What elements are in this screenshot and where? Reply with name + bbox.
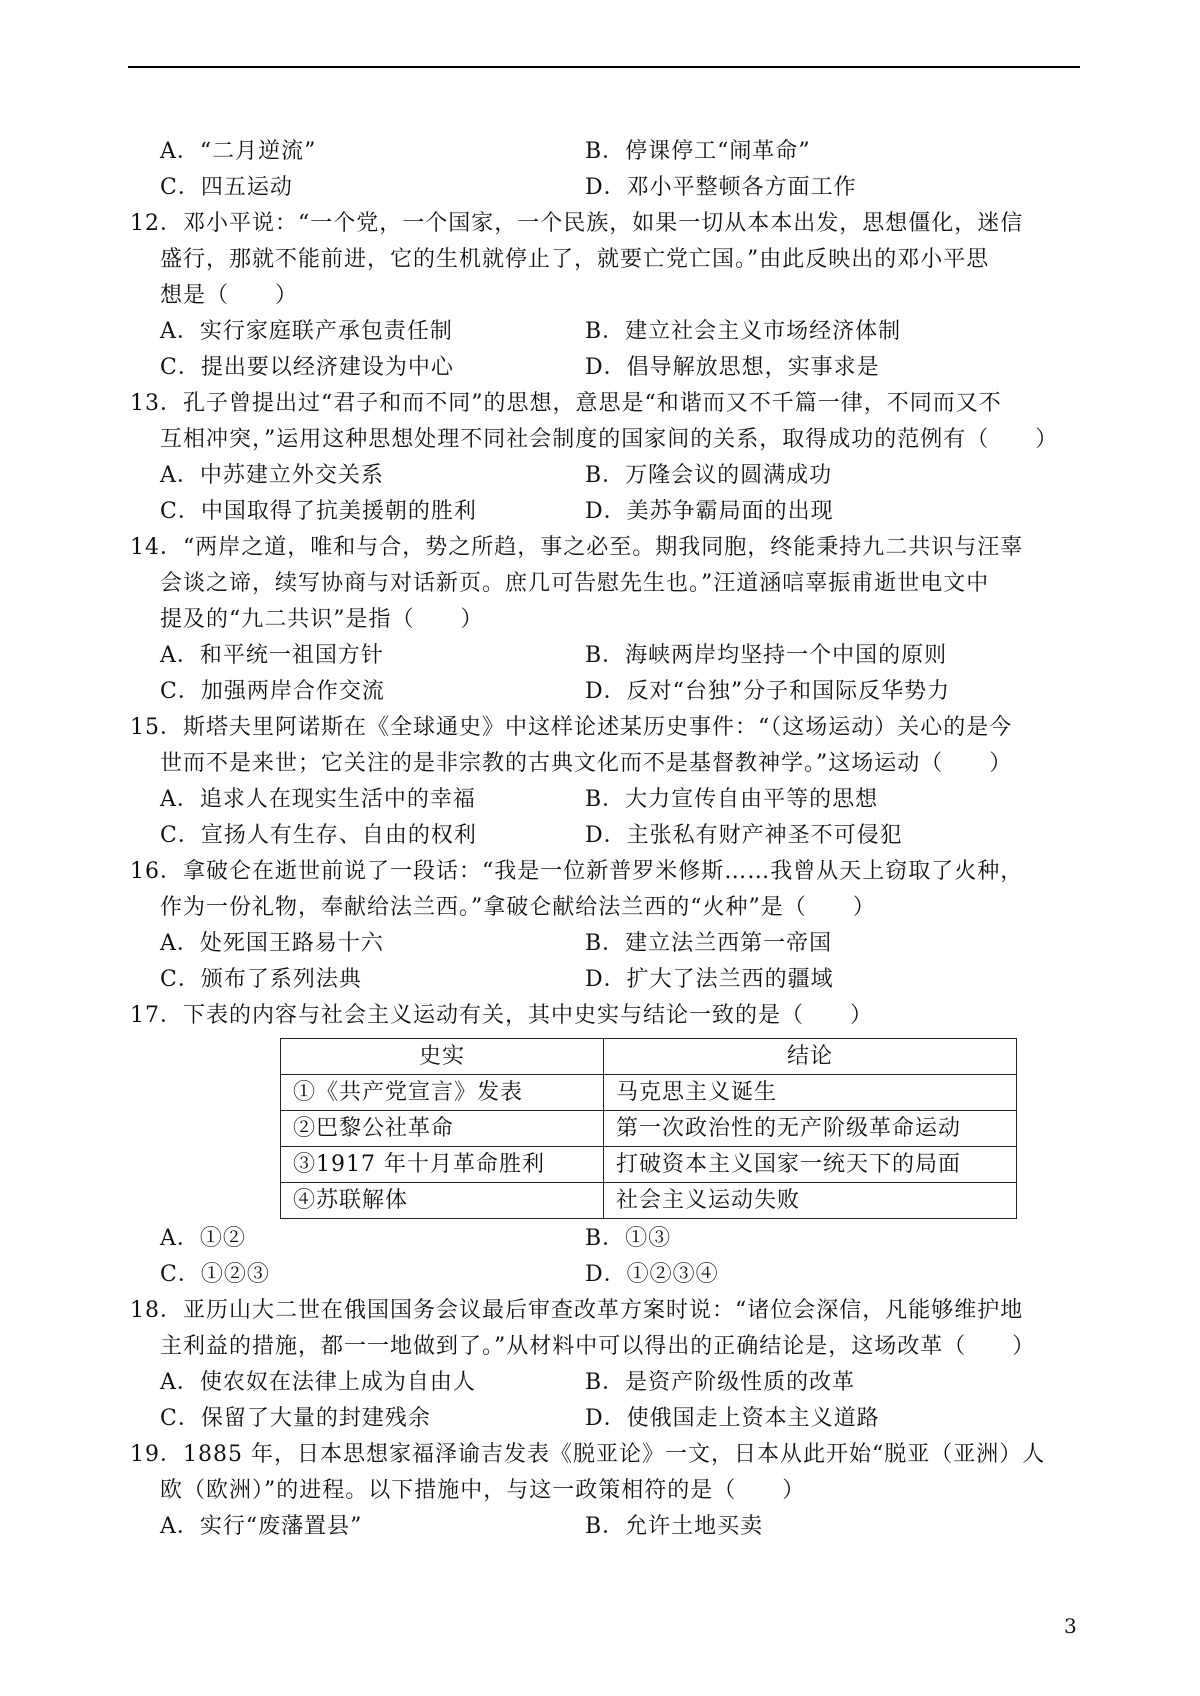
option-d: D．反对“台独”分子和国际反华势力 <box>585 679 951 704</box>
question-text: 13．孔子曾提出过“君子和而不同”的思想，意思是“和谐而又不千篇一律，不同而又不 <box>130 391 1002 416</box>
question-13 <box>130 386 1080 530</box>
question-text: 14．“两岸之道，唯和与合，势之所趋，事之必至。期我同胞，终能秉持九二共识与汪辜 <box>130 535 1024 560</box>
question-text: 想是（ ） <box>160 283 299 308</box>
question-text: 主利益的措施，都一一地做到了。”从材料中可以得出的正确结论是，这场改革（ ） <box>160 1334 1036 1359</box>
table-cell-conclusion: 打破资本主义国家一统天下的局面 <box>604 1147 1017 1183</box>
table-row <box>281 1111 1017 1147</box>
question-19 <box>130 1437 1080 1545</box>
table-header-fact: 史实 <box>281 1039 604 1075</box>
option-a: A．“二月逆流” <box>160 139 317 164</box>
page-number: 3 <box>1064 1614 1077 1638</box>
table-header-row <box>281 1039 1017 1075</box>
question-text: 提及的“九二共识”是指（ ） <box>160 607 484 632</box>
option-c: C．提出要以经济建设为中心 <box>160 355 454 380</box>
question-16 <box>130 854 1080 998</box>
header-rule <box>128 66 1080 68</box>
table-cell-fact: ②巴黎公社革命 <box>281 1111 604 1147</box>
table-cell-conclusion: 社会主义运动失败 <box>604 1183 1017 1219</box>
question-text: 会谈之谛，续写协商与对话新页。庶几可告慰先生也。”汪道涵唁辜振甫逝世电文中 <box>160 571 990 596</box>
table-header-conclusion: 结论 <box>604 1039 1017 1075</box>
option-a: A．处死国王路易十六 <box>160 931 384 956</box>
table-cell-fact: ③1917 年十月革命胜利 <box>281 1147 604 1183</box>
question-15 <box>130 710 1080 854</box>
question-18 <box>130 1293 1080 1437</box>
question-text: 17．下表的内容与社会主义运动有关，其中史实与结论一致的是（ ） <box>130 1003 873 1028</box>
option-a: A．和平统一祖国方针 <box>160 643 384 668</box>
option-b: B．万隆会议的圆满成功 <box>585 463 833 488</box>
exam-page <box>130 134 1080 1545</box>
question-text: 16．拿破仑在逝世前说了一段话：“我是一位新普罗米修斯……我曾从天上窃取了火种， <box>130 859 1024 884</box>
table-row <box>281 1147 1017 1183</box>
option-d: D．①②③④ <box>585 1262 719 1287</box>
option-d: D．美苏争霸局面的出现 <box>585 499 834 524</box>
question-text: 12．邓小平说：“一个党，一个国家，一个民族，如果一切从本本出发，思想僵化，迷信 <box>130 211 1024 236</box>
option-b: B．是资产阶级性质的改革 <box>585 1370 856 1395</box>
option-d: D．倡导解放思想，实事求是 <box>585 355 880 380</box>
table-cell-fact: ④苏联解体 <box>281 1183 604 1219</box>
option-b: B．允许土地买卖 <box>585 1514 764 1539</box>
option-a: A．实行家庭联产承包责任制 <box>160 319 453 344</box>
option-b: B．大力宣传自由平等的思想 <box>585 787 879 812</box>
option-c: C．①②③ <box>160 1262 270 1287</box>
option-d: D．主张私有财产神圣不可侵犯 <box>585 823 903 848</box>
option-a: A．使农奴在法律上成为自由人 <box>160 1370 476 1395</box>
table-cell-conclusion: 第一次政治性的无产阶级革命运动 <box>604 1111 1017 1147</box>
option-a: A．追求人在现实生活中的幸福 <box>160 787 476 812</box>
question-text: 15．斯塔夫里阿诺斯在《全球通史》中这样论述某历史事件：“（这场运动）关心的是今 <box>130 715 1013 740</box>
question-text: 作为一份礼物，奉献给法兰西。”拿破仑献给法兰西的“火种”是（ ） <box>160 895 876 920</box>
option-b: B．海峡两岸均坚持一个中国的原则 <box>585 643 948 668</box>
table-row <box>281 1183 1017 1219</box>
question-text: 欧（欧洲）”的进程。以下措施中，与这一政策相符的是（ ） <box>160 1478 806 1503</box>
option-d: D．邓小平整顿各方面工作 <box>585 175 857 200</box>
option-b: B．①③ <box>585 1226 672 1251</box>
question-text: 18．亚历山大二世在俄国国务会议最后审查改革方案时说：“诸位会深信，凡能够维护地 <box>130 1298 1024 1323</box>
prev-question-options <box>160 134 1080 206</box>
option-b: B．建立社会主义市场经济体制 <box>585 319 902 344</box>
question-12 <box>130 206 1080 386</box>
option-b: B．停课停工“闹革命” <box>585 139 811 164</box>
question-text: 互相冲突，”运用这种思想处理不同社会制度的国家间的关系，取得成功的范例有（ ） <box>160 427 1059 452</box>
history-table <box>280 1038 1017 1219</box>
option-d: D．扩大了法兰西的疆域 <box>585 967 834 992</box>
option-c: C．宣扬人有生存、自由的权利 <box>160 823 477 848</box>
option-a: A．①② <box>160 1226 246 1251</box>
option-c: C．四五运动 <box>160 175 293 200</box>
option-c: C．中国取得了抗美援朝的胜利 <box>160 499 477 524</box>
table-cell-fact: ①《共产党宣言》发表 <box>281 1075 604 1111</box>
option-a: A．实行“废藩置县” <box>160 1514 363 1539</box>
question-text: 盛行，那就不能前进，它的生机就停止了，就要亡党亡国。”由此反映出的邓小平思 <box>160 247 990 272</box>
question-17 <box>130 998 1080 1293</box>
table-cell-conclusion: 马克思主义诞生 <box>604 1075 1017 1111</box>
question-text: 19．1885 年，日本思想家福泽谕吉发表《脱亚论》一文，日本从此开始“脱亚（亚洲）人 <box>130 1442 1046 1467</box>
option-c: C．保留了大量的封建残余 <box>160 1406 431 1431</box>
option-a: A．中苏建立外交关系 <box>160 463 384 488</box>
option-c: C．颁布了系列法典 <box>160 967 362 992</box>
question-text: 世而不是来世；它关注的是非宗教的古典文化而不是基督教神学。”这场运动（ ） <box>160 751 1013 776</box>
table-row <box>281 1075 1017 1111</box>
option-c: C．加强两岸合作交流 <box>160 679 385 704</box>
question-14 <box>130 530 1080 710</box>
option-b: B．建立法兰西第一帝国 <box>585 931 833 956</box>
option-d: D．使俄国走上资本主义道路 <box>585 1406 880 1431</box>
